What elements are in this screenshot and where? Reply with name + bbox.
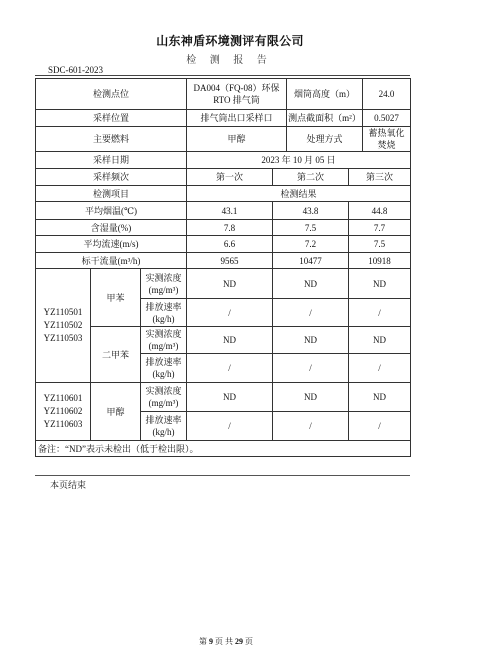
metric-value-2: / xyxy=(273,354,349,383)
parameter-value-3: 7.5 xyxy=(349,236,411,253)
test-result-label: 检测结果 xyxy=(187,186,411,202)
metric-value-1: / xyxy=(187,412,273,441)
test-point-value: DA004（FQ-08）环保 RTO 排气筒 xyxy=(187,79,287,110)
stack-height-value: 24.0 xyxy=(363,79,411,110)
sampling-position-label: 采样位置 xyxy=(36,110,187,127)
row-note xyxy=(36,441,411,457)
table-body xyxy=(36,79,411,457)
report-title: 检 测 报 告 xyxy=(186,55,270,66)
treatment-label: 处理方式 xyxy=(287,127,363,152)
metric-value-3: / xyxy=(349,299,411,327)
metric-value-3: ND xyxy=(349,327,411,354)
parameter-value-3: 44.8 xyxy=(349,202,411,220)
section-area-label: 测点截面积（m²） xyxy=(287,110,363,127)
parameter-label: 含湿量(%) xyxy=(36,220,187,236)
row-moisture-content xyxy=(36,220,411,236)
current-page-number: 9 xyxy=(209,637,213,646)
metric-value-2: / xyxy=(273,412,349,441)
stack-height-label: 烟筒高度（m） xyxy=(287,79,363,110)
metric-value-1: / xyxy=(187,299,273,327)
section-area-value: 0.5027 xyxy=(363,110,411,127)
report-number: SDC-601-2023 xyxy=(48,65,104,75)
metric-value-2: ND xyxy=(273,327,349,354)
metric-label: 实测浓度(mg/m³) xyxy=(141,269,187,299)
parameter-value-1: 7.8 xyxy=(187,220,273,236)
parameter-value-1: 6.6 xyxy=(187,236,273,253)
sample-id: YZ110601 xyxy=(43,393,83,403)
parameter-value-3: 7.7 xyxy=(349,220,411,236)
end-of-page-text: 本页结束 xyxy=(50,480,87,490)
main-fuel-label: 主要燃料 xyxy=(36,127,187,152)
row-toluene-concentration xyxy=(36,269,411,299)
metric-label: 排放速率(kg/h) xyxy=(141,412,187,441)
frequency-first: 第一次 xyxy=(187,169,273,186)
frequency-third: 第三次 xyxy=(349,169,411,186)
test-item-label: 检测项目 xyxy=(36,186,187,202)
parameter-value-2: 7.2 xyxy=(273,236,349,253)
metric-value-1: ND xyxy=(187,327,273,354)
row-test-point xyxy=(36,79,411,110)
metric-label: 实测浓度(mg/m³) xyxy=(141,327,187,354)
test-point-label: 检测点位 xyxy=(36,79,187,110)
row-main-fuel xyxy=(36,127,411,152)
company-name: 山东神盾环境测评有限公司 xyxy=(156,34,304,48)
parameter-value-3: 10918 xyxy=(349,253,411,269)
row-sampling-date xyxy=(36,152,411,169)
footer-suffix: 页 xyxy=(245,637,253,646)
metric-label: 实测浓度(mg/m³) xyxy=(141,383,187,412)
total-pages-number: 29 xyxy=(235,637,243,646)
sampling-date-label: 采样日期 xyxy=(36,152,187,169)
parameter-value-2: 7.5 xyxy=(273,220,349,236)
sample-id: YZ110603 xyxy=(43,419,83,429)
parameter-label: 标干流量(m³/h) xyxy=(36,253,187,269)
parameter-label: 平均烟温(℃) xyxy=(36,202,187,220)
sample-id-group-2 xyxy=(36,383,91,441)
sample-id: YZ110502 xyxy=(43,320,83,330)
parameter-value-2: 43.8 xyxy=(273,202,349,220)
sample-id-group-1 xyxy=(36,269,91,383)
metric-value-1: ND xyxy=(187,383,273,412)
metric-value-3: / xyxy=(349,412,411,441)
row-sampling-position xyxy=(36,110,411,127)
pollutant-name: 甲苯 xyxy=(91,269,141,327)
footer-middle: 页 共 xyxy=(215,637,233,646)
sampling-date-value: 2023 年 10 月 05 日 xyxy=(187,152,411,169)
metric-value-3: / xyxy=(349,354,411,383)
row-methanol-concentration xyxy=(36,383,411,412)
end-of-page-rule xyxy=(35,475,410,476)
sample-id: YZ110501 xyxy=(43,307,83,317)
pollutant-name: 二甲苯 xyxy=(91,327,141,383)
table-note: 备注：“ND”表示未检出（低于检出限）。 xyxy=(36,441,411,457)
metric-value-3: ND xyxy=(349,269,411,299)
metric-value-2: / xyxy=(273,299,349,327)
frequency-second: 第二次 xyxy=(273,169,349,186)
parameter-value-1: 9565 xyxy=(187,253,273,269)
metric-value-1: ND xyxy=(187,269,273,299)
row-standard-dry-flow xyxy=(36,253,411,269)
sampling-frequency-label: 采样频次 xyxy=(36,169,187,186)
metric-value-3: ND xyxy=(349,383,411,412)
row-test-item-header xyxy=(36,186,411,202)
row-avg-flow-velocity xyxy=(36,236,411,253)
row-sampling-frequency xyxy=(36,169,411,186)
parameter-value-1: 43.1 xyxy=(187,202,273,220)
test-results-table xyxy=(35,78,411,457)
row-xylene-concentration xyxy=(36,327,411,354)
metric-value-2: ND xyxy=(273,383,349,412)
main-fuel-value: 甲醇 xyxy=(187,127,287,152)
treatment-value: 蓄热氧化焚烧 xyxy=(363,127,411,152)
page-footer xyxy=(0,636,452,647)
sample-id: YZ110503 xyxy=(43,333,83,343)
header-rule xyxy=(35,75,410,76)
sample-id: YZ110602 xyxy=(43,406,83,416)
pollutant-name: 甲醇 xyxy=(91,383,141,441)
parameter-label: 平均流速(m/s) xyxy=(36,236,187,253)
metric-value-2: ND xyxy=(273,269,349,299)
metric-label: 排放速率(kg/h) xyxy=(141,354,187,383)
sampling-position-value: 排气筒出口采样口 xyxy=(187,110,287,127)
parameter-value-2: 10477 xyxy=(273,253,349,269)
footer-prefix: 第 xyxy=(199,637,207,646)
metric-label: 排放速率(kg/h) xyxy=(141,299,187,327)
metric-value-1: / xyxy=(187,354,273,383)
row-avg-flue-temperature xyxy=(36,202,411,220)
